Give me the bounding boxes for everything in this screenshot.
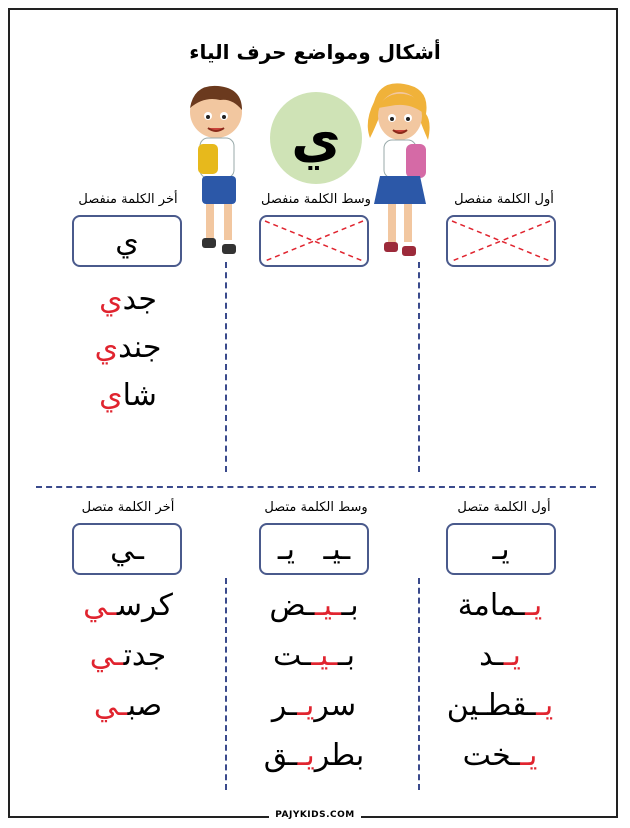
word-connected-start-4: يــخت — [462, 738, 538, 773]
column-divider-right-lower — [418, 578, 420, 790]
word-connected-start-1: يــمامة — [457, 588, 543, 623]
box-connected-start: يـ — [446, 523, 556, 575]
word-connected-middle-1: بــيــض — [269, 588, 359, 623]
word-connected-start-3: يــقطـين — [446, 688, 554, 723]
crossed-out-icon — [261, 217, 367, 265]
word-connected-middle-4: بطريــق — [263, 738, 365, 773]
word-connected-middle-3: سريــر — [271, 688, 357, 723]
crossed-out-icon — [448, 217, 554, 265]
word-connected-start-2: يــد — [479, 638, 521, 673]
label-separated-middle: وسط الكلمة منفصل — [261, 192, 371, 207]
word-connected-end-1: كرسـي — [83, 588, 173, 623]
boy-illustration — [180, 82, 250, 260]
word-separated-end-3: شاي — [99, 378, 157, 413]
box-separated-start — [446, 215, 556, 267]
box-connected-middle: ـيـ يـ — [259, 523, 369, 575]
label-connected-end: أخر الكلمة متصل — [81, 500, 175, 515]
word-connected-end-3: صبـي — [93, 688, 163, 723]
letter-circle: ي — [270, 92, 362, 184]
label-separated-end: أخر الكلمة منفصل — [78, 192, 178, 207]
page-title: أشكال ومواضع حرف الياء — [189, 40, 441, 64]
word-connected-middle-2: بــيــت — [272, 638, 356, 673]
word-separated-end-1: جدي — [99, 282, 157, 317]
word-separated-end-2: جندي — [94, 330, 162, 365]
section-divider — [36, 486, 596, 488]
footer-watermark: PAJYKIDS.COM — [0, 810, 630, 820]
box-connected-end: ـي — [72, 523, 182, 575]
word-connected-end-2: جدتـي — [89, 638, 167, 673]
label-separated-start: أول الكلمة منفصل — [454, 192, 554, 207]
girl-illustration — [360, 82, 440, 262]
label-connected-middle: وسط الكلمة متصل — [264, 500, 368, 515]
column-divider-right — [418, 262, 420, 472]
label-connected-start: أول الكلمة متصل — [457, 500, 551, 515]
box-separated-middle — [259, 215, 369, 267]
column-divider-left-lower — [225, 578, 227, 790]
box-separated-end: ي — [72, 215, 182, 267]
column-divider-left — [225, 262, 227, 472]
